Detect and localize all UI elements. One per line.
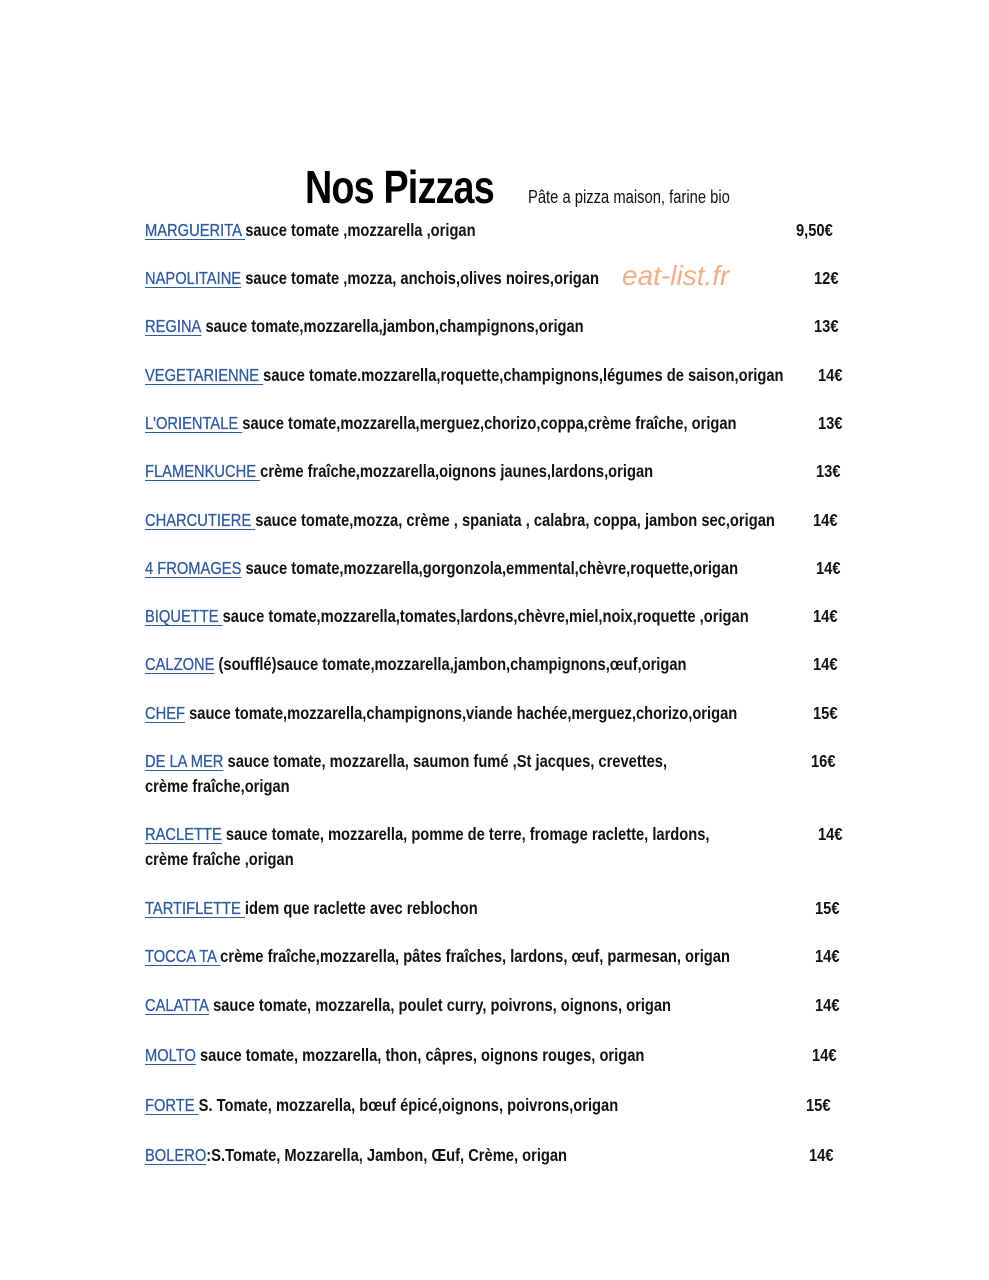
pizza-ingredients: (soufflé)sauce tomate,mozzarella,jambon,champignons,œuf,origan (214, 654, 687, 674)
pizza-name: BIQUETTE (145, 606, 223, 626)
pizza-ingredients-continued: crème fraîche,origan (145, 776, 290, 796)
pizza-name: CALZONE (145, 654, 215, 674)
menu-item-line (145, 218, 733, 243)
pizza-price: 14€ (809, 1145, 834, 1165)
menu-item-line (145, 266, 733, 291)
page-title: Nos Pizzas (305, 161, 494, 213)
menu-item-line (145, 822, 733, 872)
pizza-name: CHARCUTIERE (145, 510, 256, 530)
menu-item (145, 1143, 845, 1168)
watermark: eat-list.fr (622, 260, 730, 291)
pizza-name: REGINA (145, 316, 202, 336)
pizza-ingredients: :S.Tomate, Mozzarella, Jambon, Œuf, Crème, origan (206, 1145, 568, 1165)
pizza-ingredients: sauce tomate ,mozzarella ,origan (245, 220, 476, 240)
pizza-price: 14€ (813, 510, 838, 530)
menu-item-line (145, 993, 733, 1018)
menu-item-line (145, 314, 733, 339)
pizza-name: TOCCA TA (145, 946, 221, 966)
menu-item (145, 749, 845, 799)
menu-item (145, 508, 845, 533)
pizza-ingredients: sauce tomate ,mozza, anchois,olives noires,origan (241, 268, 599, 288)
pizza-ingredients: sauce tomate.mozzarella,roquette,champignons,légumes de saison,origan (263, 365, 784, 385)
pizza-price: 14€ (813, 654, 838, 674)
pizza-ingredients: sauce tomate,mozza, crème , spaniata , calabra, coppa, jambon sec,origan (255, 510, 775, 530)
pizza-name: VEGETARIENNE (145, 365, 264, 385)
pizza-name: RACLETTE (145, 824, 222, 844)
menu-item (145, 701, 845, 726)
pizza-price: 15€ (813, 703, 838, 723)
pizza-ingredients: sauce tomate,mozzarella,jambon,champignons,origan (201, 316, 584, 336)
pizza-name: CHEF (145, 703, 186, 723)
pizza-price: 16€ (811, 751, 836, 771)
menu-item-line (145, 701, 738, 726)
menu-item-line (145, 556, 739, 581)
menu-item-line (145, 749, 733, 799)
menu-item (145, 604, 845, 629)
menu-item-line (145, 896, 733, 921)
pizza-name: TARTIFLETTE (145, 898, 245, 918)
pizza-name: FORTE (145, 1095, 199, 1115)
pizza-name: CALATTA (145, 995, 209, 1015)
pizza-ingredients: crème fraîche,mozzarella, pâtes fraîches, lardons, œuf, parmesan, origan (220, 946, 730, 966)
menu-item (145, 314, 845, 339)
menu-item-line (145, 1143, 733, 1168)
pizza-price: 9,50€ (796, 220, 833, 240)
pizza-name: L'ORIENTALE (145, 413, 243, 433)
menu-item (145, 1043, 845, 1068)
menu-item (145, 218, 845, 243)
menu-item (145, 993, 845, 1018)
pizza-ingredients-continued: crème fraîche ,origan (145, 849, 294, 869)
menu-item (145, 944, 845, 969)
pizza-name: MARGUERITA (145, 220, 246, 240)
pizza-price: 12€ (814, 268, 839, 288)
menu-item (145, 411, 845, 436)
menu-item (145, 363, 845, 388)
page-subtitle: Pâte a pizza maison, farine bio (528, 187, 730, 207)
menu-item-line (145, 944, 733, 969)
pizza-price: 13€ (814, 316, 839, 336)
menu-item-line (145, 604, 749, 629)
pizza-ingredients: S. Tomate, mozzarella, bœuf épicé,oignons, poivrons,origan (198, 1095, 619, 1115)
menu-item (145, 266, 845, 291)
pizza-ingredients: sauce tomate, mozzarella, saumon fumé ,St jacques, crevettes, (223, 751, 668, 771)
menu-item (145, 652, 845, 677)
menu-item-line (145, 411, 737, 436)
menu-item-line (145, 508, 775, 533)
menu-item (145, 822, 845, 872)
menu-item (145, 556, 845, 581)
pizza-ingredients: sauce tomate, mozzarella, thon, câpres, oignons rouges, origan (195, 1045, 645, 1065)
pizza-ingredients: sauce tomate,mozzarella,gorgonzola,emmental,chèvre,roquette,origan (241, 558, 739, 578)
pizza-price: 13€ (816, 461, 841, 481)
pizza-ingredients: idem que raclette avec reblochon (244, 898, 478, 918)
pizza-price: 14€ (818, 824, 843, 844)
pizza-ingredients: sauce tomate,mozzarella,tomates,lardons,chèvre,miel,noix,roquette ,origan (222, 606, 749, 626)
pizza-price: 15€ (806, 1095, 831, 1115)
pizza-ingredients: crème fraîche,mozzarella,oignons jaunes,lardons,origan (260, 461, 654, 481)
pizza-ingredients: sauce tomate, mozzarella, poulet curry, poivrons, oignons, origan (208, 995, 672, 1015)
pizza-ingredients: sauce tomate,mozzarella,champignons,viande hachée,merguez,chorizo,origan (185, 703, 738, 723)
pizza-name: 4 FROMAGES (145, 558, 242, 578)
pizza-ingredients: sauce tomate, mozzarella, pomme de terre, fromage raclette, lardons, (221, 824, 710, 844)
menu-item-line (145, 652, 733, 677)
pizza-name: BOLERO (145, 1145, 207, 1165)
pizza-price: 14€ (815, 946, 840, 966)
menu-item (145, 896, 845, 921)
pizza-price: 13€ (818, 413, 843, 433)
pizza-ingredients: sauce tomate,mozzarella,merguez,chorizo,coppa,crème fraîche, origan (242, 413, 737, 433)
menu-item-line (145, 1093, 733, 1118)
pizza-name: NAPOLITAINE (145, 268, 242, 288)
menu-item (145, 459, 845, 484)
pizza-price: 15€ (815, 898, 840, 918)
menu-item-line (145, 363, 784, 388)
pizza-name: MOLTO (145, 1045, 196, 1065)
pizza-price: 14€ (815, 995, 840, 1015)
pizza-price: 14€ (812, 1045, 837, 1065)
pizza-price: 14€ (813, 606, 838, 626)
menu-item (145, 1093, 845, 1118)
pizza-name: FLAMENKUCHE (145, 461, 261, 481)
pizza-name: DE LA MER (145, 751, 224, 771)
menu-item-line (145, 1043, 733, 1068)
menu-item-line (145, 459, 733, 484)
pizza-price: 14€ (818, 365, 843, 385)
pizza-price: 14€ (816, 558, 841, 578)
